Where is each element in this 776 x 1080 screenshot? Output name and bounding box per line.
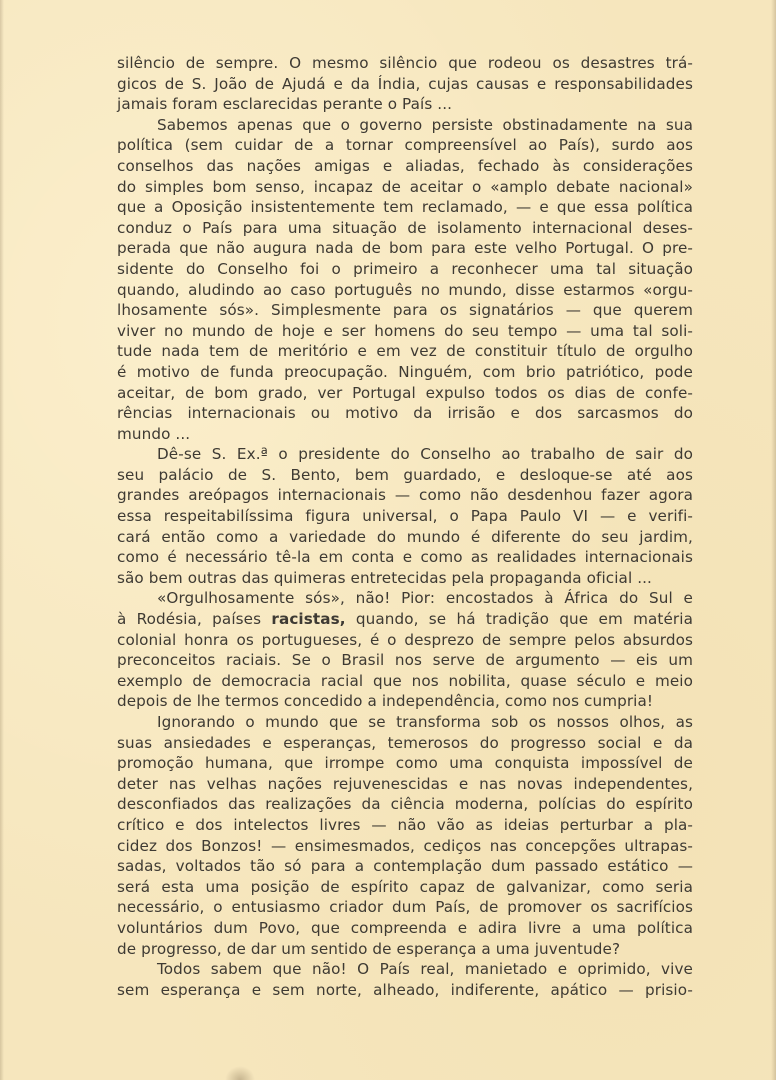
text-line: promoção humana, que irrompe como uma conquista impossível de — [117, 754, 693, 773]
text-line: tude nada tem de meritório e em vez de constituir título de orgulho — [117, 342, 693, 361]
text-line: desconfiados das realizações da ciência moderna, polícias do espírito — [117, 795, 693, 814]
text-line: exemplo de democracia racial que nos nobilita, quase século e meio — [117, 671, 693, 690]
text-line: de progresso, de dar um sentido de esperança a uma juventude? — [117, 939, 621, 958]
text-line: preconceitos raciais. Se o Brasil nos serve de argumento — eis um — [117, 651, 693, 670]
text-line: seu palácio de S. Bento, bem guardado, e desloque-se até aos — [117, 465, 693, 484]
text-line: Dê-se S. Ex.ª o presidente do Conselho ao trabalho de sair do — [157, 445, 693, 464]
paper-stain — [225, 1066, 255, 1080]
paragraph — [117, 959, 693, 1000]
text-line: sem esperança e sem norte, alheado, indiferente, apático — prisio- — [117, 980, 693, 999]
text-line: sidente do Conselho foi o primeiro a reconhecer uma tal situação — [117, 259, 693, 278]
text-line: será esta uma posição de espírito capaz de galvanizar, como seria — [117, 877, 693, 896]
paragraph — [117, 115, 693, 445]
document-body — [117, 53, 693, 1000]
text-line: colonial honra os portugueses, é o desprezo de sempre pelos absurdos — [117, 630, 693, 649]
text-line: lhosamente sós». Simplesmente para os signatários — que querem — [117, 301, 693, 320]
text-line: à Rodésia, países racistas, quando, se há tradição que em matéria — [117, 610, 693, 629]
text-line: «Orgulhosamente sós», não! Pior: encostados à África do Sul e — [157, 589, 693, 608]
text-line: gicos de S. João de Ajudá e da Índia, cujas causas e responsabilidades — [117, 74, 693, 93]
text-line: perada que não augura nada de bom para este velho Portugal. O pre- — [117, 239, 693, 258]
paragraph — [117, 588, 693, 712]
text-line: Sabemos apenas que o governo persiste obstinadamente na sua — [157, 115, 693, 134]
text-line: depois de lhe termos concedido a independência, como nos cumpria! — [117, 692, 654, 711]
text-line: mundo ... — [117, 424, 191, 443]
text-line: é motivo de funda preocupação. Ninguém, com brio patriótico, pode — [117, 362, 693, 381]
text-line: que a Oposição insistentemente tem reclamado, — e que essa política — [117, 198, 693, 217]
text-line: suas ansiedades e esperanças, temerosos do progresso social e da — [117, 733, 693, 752]
text-line: Ignorando o mundo que se transforma sob os nossos olhos, as — [157, 713, 693, 731]
text-line: como é necessário tê-la em conta e como as realidades internacionais — [117, 548, 693, 567]
text-line: do simples bom senso, incapaz de aceitar o «amplo debate nacional» — [117, 177, 693, 196]
text-line: jamais foram esclarecidas perante o País ... — [117, 95, 453, 114]
text-line: crítico e dos intelectos livres — não vão as ideias perturbar a pla- — [117, 815, 693, 834]
text-line: quando, aludindo ao caso português no mundo, disse estarmos «orgu- — [117, 280, 693, 299]
text-line: voluntários dum Povo, que compreenda e adira livre a uma política — [117, 918, 693, 937]
emphasis-text: racistas, — [271, 610, 346, 629]
text-line: deter nas velhas nações rejuvenescidas e nas novas independentes, — [117, 774, 693, 793]
text-line: cidez dos Bonzos! — ensimesmados, cediços nas concepções ultrapas- — [117, 836, 693, 855]
text-line: rências internacionais ou motivo da irrisão e dos sarcasmos do — [117, 404, 693, 423]
text-line: conduz o País para uma situação de isolamento internacional deses- — [117, 218, 693, 237]
text-line: necessário, o entusiasmo criador dum País, de promover os sacrifícios — [117, 898, 693, 917]
text-line: Todos sabem que não! O País real, manietado e oprimido, vive — [157, 960, 693, 979]
paragraph — [117, 53, 693, 115]
page-edge-left — [0, 0, 4, 1080]
text-line: aceitar, de bom grado, ver Portugal expulso todos os dias de confe- — [117, 383, 693, 402]
text-line: cará então como a variedade do mundo é diferente do seu jardim, — [117, 527, 693, 546]
text-line: sadas, voltados tão só para a contemplação dum passado estático — — [117, 857, 693, 876]
text-line: conselhos das nações amigas e aliadas, fechado às considerações — [117, 156, 693, 175]
text-line: essa respeitabilíssima figura universal, o Papa Paulo VI — e verifi- — [117, 507, 693, 526]
page-edge-right — [771, 0, 776, 1080]
paragraph — [117, 444, 693, 588]
text-line: política (sem cuidar de a tornar compreensível ao País), surdo aos — [117, 136, 693, 155]
text-line: grandes areópagos internacionais — como não desdenhou fazer agora — [117, 486, 693, 505]
text-line: silêncio de sempre. O mesmo silêncio que rodeou os desastres trá- — [117, 54, 693, 72]
paragraph — [117, 712, 693, 959]
text-line: viver no mundo de hoje e ser homens do seu tempo — uma tal soli- — [117, 321, 693, 340]
text-line: são bem outras das quimeras entretecidas pela propaganda oficial ... — [117, 568, 652, 587]
